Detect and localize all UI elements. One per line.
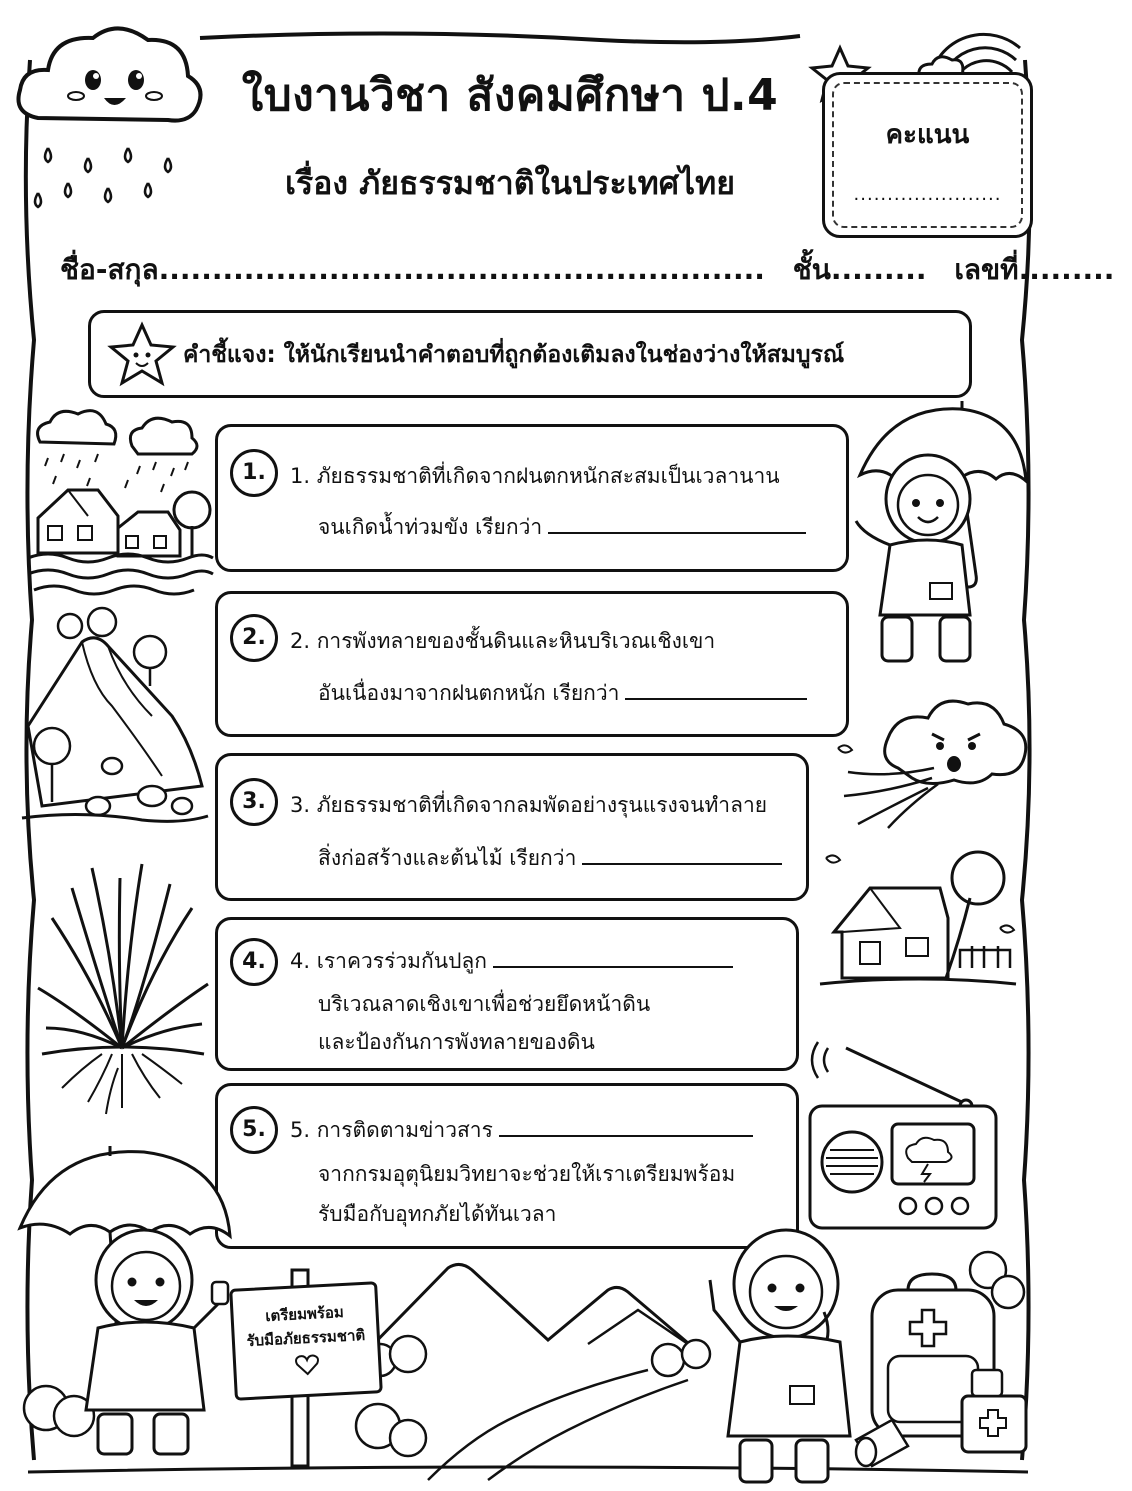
answer-blank[interactable] [582,843,782,865]
question-text-line: และป้องกันการพังทลายของดิน [318,1030,595,1054]
number-field[interactable]: เลขที่......... [954,253,1115,286]
score-field[interactable]: ...................... [853,184,1002,205]
question-text-line: จากกรมอุตุนิยมวิทยาจะช่วยให้เราเตรียมพร้อม [318,1162,736,1186]
question-text: สิ่งก่อสร้างและต้นไม้ เรียกว่า [318,846,577,870]
instruction-text: คำชี้แจง: ให้นักเรียนนำคำตอบที่ถูกต้องเติมลงในช่องว่างให้สมบูรณ์ [183,342,845,368]
question-text: 4. เราควรร่วมกันปลูก [290,949,487,973]
question-text-line: รับมือกับอุทกภัยได้ทันเวลา [318,1202,557,1226]
question-text-line-with-blank [318,677,807,710]
sign-text-line1: เตรียมพร้อม [264,1302,345,1326]
page-title: ใบงานวิชา สังคมศึกษา ป.4 [241,70,779,121]
question-text-line: บริเวณลาดเชิงเขาเพื่อช่วยยึดหน้าดิน [318,992,651,1016]
flooded-houses-illustration [28,398,218,598]
storm-damaged-house-illustration [820,838,1020,998]
class-field[interactable]: ชั้น......... [792,253,927,286]
question-text-line-with-blank [318,511,806,544]
answer-blank[interactable] [499,1115,753,1137]
page-subtitle: เรื่อง ภัยธรรมชาติในประเทศไทย [285,164,735,202]
question-text: อันเนื่องมาจากฝนตกหนัก เรียกว่า [318,681,620,705]
name-field[interactable]: ชื่อ-สกุล......................................................... [60,253,765,286]
score-label: คะแนน [885,120,970,150]
score-box [822,72,1033,238]
weather-radio-icon [806,1034,1006,1234]
smiling-star-icon [107,319,177,389]
question-box-1 [215,424,849,572]
child-with-umbrella-illustration [850,395,1030,675]
answer-blank[interactable] [493,946,733,968]
question-box-2 [215,591,849,737]
question-text-line-with-blank [318,842,782,875]
landslide-illustration [22,606,212,836]
question-text: 5. การติดตามข่าวสาร [290,1118,493,1142]
question-text-line: 1. ภัยธรรมชาติที่เกิดจากฝนตกหนักสะสมเป็นเวลานาน [290,464,780,488]
question-text-line: 3. ภัยธรรมชาติที่เกิดจากลมพัดอย่างรุนแรงจนทำลาย [290,793,768,817]
preparedness-sign [229,1281,383,1401]
question-number-badge: 5. [230,1106,278,1154]
question-number-badge: 3. [230,778,278,826]
smiling-rain-cloud-icon [8,8,208,228]
question-number-badge: 4. [230,938,278,986]
child-pointing-illustration [700,1216,870,1486]
heart-icon [294,1353,321,1376]
answer-blank[interactable] [548,512,806,534]
question-number-badge: 1. [230,449,278,497]
vetiver-grass-illustration [32,858,212,1118]
question-box-4 [215,917,799,1071]
question-text-line-with-blank [290,945,733,978]
emergency-backpack-and-first-aid-icon [852,1270,1032,1470]
answer-blank[interactable] [625,678,807,700]
question-text: จนเกิดน้ำท่วมขัง เรียกว่า [318,515,543,539]
question-box-3 [215,753,809,901]
instruction-box [88,310,972,398]
sign-text-line2: รับมือภัยธรรมชาติ [246,1325,366,1351]
angry-wind-cloud-illustration [828,688,1038,828]
child-with-umbrella-and-thumbs-up-illustration [14,1132,244,1462]
question-number-badge: 2. [230,614,278,662]
question-text-line: 2. การพังทลายของชั้นดินและหินบริเวณเชิงเขา [290,629,716,653]
question-text-line-with-blank [290,1114,753,1147]
student-info-line [60,248,1115,292]
